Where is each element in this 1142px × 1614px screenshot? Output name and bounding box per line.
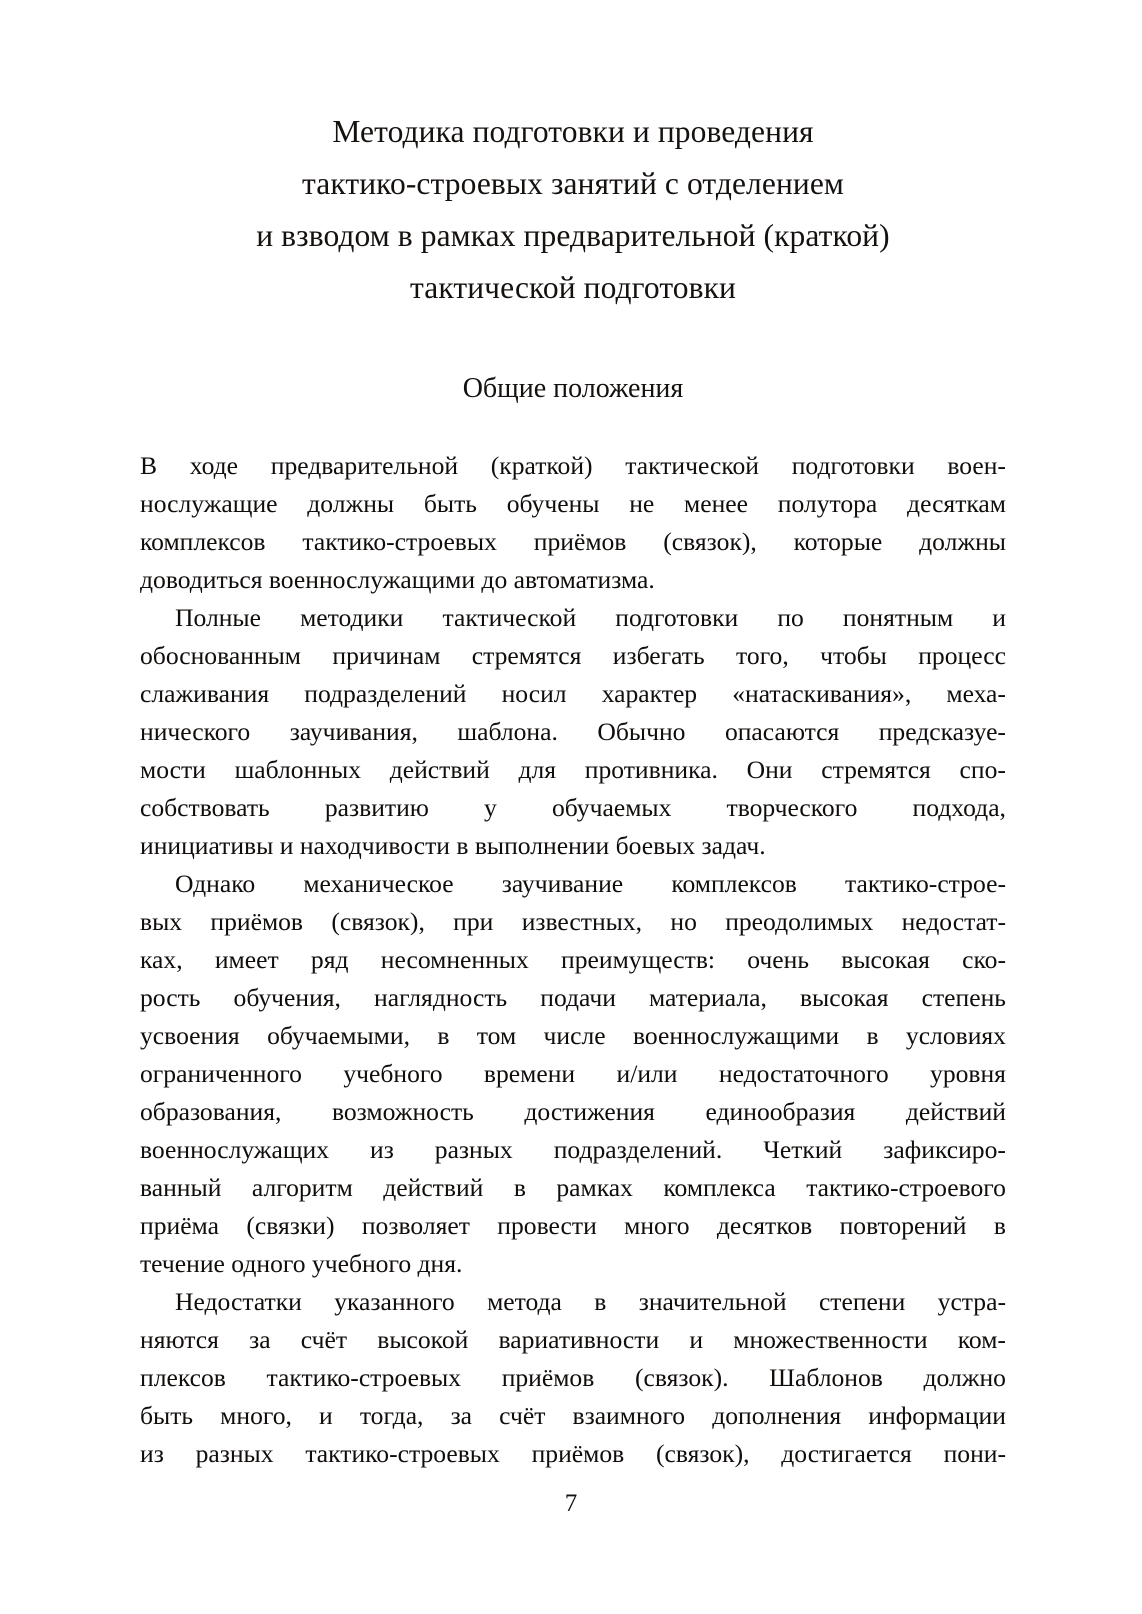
text-word: обучаемых: [551, 793, 672, 822]
paragraph-2: [140, 599, 1006, 865]
page-number: 7: [564, 1490, 578, 1517]
text-word: заучивания,: [289, 717, 418, 746]
text-word: должны: [919, 527, 1006, 556]
text-word: обучены: [506, 489, 600, 518]
text-word: разных: [195, 1439, 274, 1468]
text-word: Четкий: [763, 1135, 843, 1164]
text-word: повторений: [839, 1211, 967, 1240]
text-word: (связок),: [331, 907, 425, 936]
text-word: должны: [307, 489, 395, 518]
text-word: того,: [736, 641, 789, 670]
text-word: действий: [389, 755, 490, 784]
text-line: [140, 1055, 1006, 1093]
text-word: десятков: [716, 1211, 813, 1240]
text-word: Полные: [175, 603, 261, 632]
text-word: шаблона.: [457, 717, 558, 746]
text-word: и: [689, 1325, 704, 1354]
text-word: тактической: [625, 451, 759, 480]
text-line: доводиться военнослужащими до автоматизма.: [140, 565, 655, 594]
text-line: [140, 485, 1006, 523]
text-word: из: [370, 1135, 394, 1164]
text-word: позволяет: [361, 1211, 470, 1240]
text-word: в: [513, 1173, 526, 1202]
text-line: [140, 675, 1006, 713]
text-word: нического: [140, 717, 251, 746]
text-line: [140, 1397, 1006, 1435]
text-word: дополнения: [712, 1401, 842, 1430]
text-word: ско-: [962, 945, 1006, 974]
text-word: достижения: [524, 1097, 655, 1126]
text-word: чтобы: [820, 641, 887, 670]
paragraph-1: [140, 447, 1006, 599]
text-word: не: [629, 489, 655, 518]
text-word: ограниченного: [140, 1059, 302, 1088]
text-word: приёмов: [501, 1363, 595, 1392]
text-line: [140, 865, 1006, 903]
text-word: (краткой): [490, 451, 593, 480]
text-word: в: [993, 1211, 1006, 1240]
text-word: В: [140, 451, 158, 480]
text-word: которые: [793, 527, 883, 556]
text-word: у: [484, 793, 497, 822]
text-word: подхода,: [912, 793, 1006, 822]
text-word: комплекса: [663, 1173, 776, 1202]
text-line: течение одного учебного дня.: [140, 1249, 463, 1278]
text-line: [140, 1017, 1006, 1055]
text-word: предварительной: [270, 451, 459, 480]
text-word: устра-: [937, 1287, 1006, 1316]
title-line-2: тактико-строевых занятий с отделением: [302, 166, 844, 201]
text-word: опасаются: [724, 717, 840, 746]
text-word: степень: [921, 983, 1006, 1012]
text-word: числе: [543, 1021, 606, 1050]
text-line: [140, 599, 1006, 637]
text-line: [140, 713, 1006, 751]
text-word: развитию: [324, 793, 429, 822]
text-word: (связок),: [655, 1439, 750, 1468]
text-word: учебного: [343, 1059, 443, 1088]
text-word: полутора: [777, 489, 878, 518]
text-line: [140, 979, 1006, 1017]
text-word: приёмов: [531, 1439, 625, 1468]
text-word: и: [992, 603, 1006, 632]
text-word: счёт: [300, 1325, 348, 1354]
text-word: Они: [746, 755, 793, 784]
text-word: собствовать: [140, 793, 270, 822]
text-word: том: [476, 1021, 517, 1050]
text-word: няются: [140, 1325, 219, 1354]
text-word: известных,: [521, 907, 643, 936]
text-word: образования,: [140, 1097, 282, 1126]
text-word: противника.: [584, 755, 718, 784]
text-word: Шаблонов: [769, 1363, 883, 1392]
text-word: (связки): [246, 1211, 335, 1240]
text-word: «натаскивания»,: [732, 679, 912, 708]
text-word: обучаемыми,: [267, 1021, 410, 1050]
text-line: [140, 751, 1006, 789]
text-word: меха-: [946, 679, 1006, 708]
text-word: приёмов: [533, 527, 627, 556]
text-word: должно: [923, 1363, 1006, 1392]
text-word: указанного: [334, 1287, 455, 1316]
text-word: и/или: [616, 1059, 678, 1088]
text-word: в: [594, 1287, 607, 1316]
text-word: предсказуе-: [878, 717, 1006, 746]
text-word: подготовки: [791, 451, 915, 480]
text-word: в: [866, 1021, 879, 1050]
text-word: и: [319, 1401, 333, 1430]
text-word: провести: [497, 1211, 597, 1240]
text-word: преимуществ:: [561, 945, 716, 974]
paragraph-4: [140, 1283, 1006, 1473]
text-word: материала,: [649, 983, 767, 1012]
text-word: причинам: [332, 641, 441, 670]
text-word: мости: [140, 755, 206, 784]
text-word: уровня: [930, 1059, 1006, 1088]
text-word: информации: [868, 1401, 1006, 1430]
text-word: очень: [747, 945, 810, 974]
text-word: значительной: [638, 1287, 787, 1316]
text-word: усвоения: [140, 1021, 240, 1050]
text-line: [140, 447, 1006, 485]
text-word: наглядность: [374, 983, 508, 1012]
text-word: воен-: [947, 451, 1006, 480]
text-word: стремятся: [471, 641, 582, 670]
text-word: ходе: [189, 451, 239, 480]
text-word: вых: [140, 907, 183, 936]
text-word: за: [249, 1325, 271, 1354]
text-word: избегать: [612, 641, 705, 670]
text-word: счёт: [499, 1401, 546, 1430]
text-word: взаимного: [572, 1401, 686, 1430]
text-word: ванный: [140, 1173, 222, 1202]
text-line: [140, 941, 1006, 979]
text-word: условиях: [905, 1021, 1006, 1050]
text-line: [140, 1207, 1006, 1245]
text-word: по: [777, 603, 804, 632]
text-word: Недостатки: [175, 1287, 302, 1316]
text-word: подразделений: [304, 679, 467, 708]
text-word: тактической: [442, 603, 577, 632]
text-word: подразделений.: [553, 1135, 723, 1164]
text-word: тактико-строевых: [305, 1439, 500, 1468]
text-word: тактико-строевого: [806, 1173, 1006, 1202]
text-word: недостат-: [901, 907, 1006, 936]
section-heading: Общие положения: [462, 373, 684, 404]
text-word: метода: [487, 1287, 562, 1316]
text-word: высокая: [799, 983, 889, 1012]
text-word: разных: [434, 1135, 513, 1164]
text-word: нослужащие: [140, 489, 278, 518]
text-word: Обычно: [597, 717, 686, 746]
title-line-4: тактической подготовки: [410, 270, 736, 305]
text-word: несомненных: [380, 945, 529, 974]
text-word: комплексов: [671, 869, 797, 898]
text-word: за: [450, 1401, 473, 1430]
paragraph-3: [140, 865, 1006, 1283]
title-line-3: и взводом в рамках предварительной (краткой): [256, 218, 890, 253]
text-line: инициативы и находчивости в выполнении боевых задач.: [140, 831, 766, 860]
text-word: недостаточного: [718, 1059, 889, 1088]
text-word: из: [140, 1439, 164, 1468]
text-word: высокая: [841, 945, 930, 974]
text-word: подачи: [540, 983, 616, 1012]
text-word: рость: [140, 983, 201, 1012]
text-word: рамках: [556, 1173, 633, 1202]
text-word: плексов: [140, 1363, 226, 1392]
text-word: много,: [220, 1401, 292, 1430]
text-word: единообразия: [705, 1097, 856, 1126]
text-word: быть: [140, 1401, 194, 1430]
text-line: [140, 1131, 1006, 1169]
text-word: тактико-строевых: [266, 1363, 462, 1392]
page-title: [140, 106, 1006, 314]
text-word: возможность: [331, 1097, 474, 1126]
text-line: [140, 1359, 1006, 1397]
text-word: методики: [300, 603, 404, 632]
text-line: [140, 1169, 1006, 1207]
text-word: но: [670, 907, 697, 936]
text-word: для: [518, 755, 557, 784]
text-word: слаживания: [140, 679, 270, 708]
text-word: творческого: [726, 793, 858, 822]
text-word: менее: [684, 489, 749, 518]
text-word: заучивание: [501, 869, 624, 898]
text-word: времени: [483, 1059, 576, 1088]
text-line: [140, 1321, 1006, 1359]
text-word: преодолимых: [725, 907, 874, 936]
text-word: пони-: [943, 1439, 1006, 1468]
text-line: [140, 1093, 1006, 1131]
text-word: стремятся: [821, 755, 931, 784]
text-word: подготовки: [615, 603, 739, 632]
text-word: приёма: [140, 1211, 219, 1240]
text-word: имеет: [214, 945, 279, 974]
text-line: [140, 1435, 1006, 1473]
text-word: ряд: [310, 945, 349, 974]
text-word: шаблонных: [234, 755, 361, 784]
text-word: носил: [501, 679, 567, 708]
text-word: (связок),: [663, 527, 757, 556]
text-word: обоснованным: [140, 641, 301, 670]
text-word: военнослужащих: [140, 1135, 330, 1164]
text-word: процесс: [918, 641, 1006, 670]
text-word: приёмов: [210, 907, 304, 936]
text-word: зафиксиро-: [883, 1135, 1006, 1164]
text-word: в: [437, 1021, 450, 1050]
text-word: много: [624, 1211, 690, 1240]
text-word: механическое: [303, 869, 454, 898]
text-word: алгоритм: [251, 1173, 353, 1202]
text-word: быть: [423, 489, 477, 518]
text-word: спо-: [959, 755, 1006, 784]
text-word: обучения,: [233, 983, 341, 1012]
text-word: характер: [601, 679, 698, 708]
text-line: [140, 789, 1006, 827]
text-word: военнослужащими: [632, 1021, 840, 1050]
text-word: тогда,: [359, 1401, 424, 1430]
text-line: [140, 523, 1006, 561]
text-word: вариативности: [498, 1325, 660, 1354]
text-line: [140, 1283, 1006, 1321]
text-word: тактико-строевых: [302, 527, 497, 556]
text-line: [140, 637, 1006, 675]
text-word: Однако: [175, 869, 256, 898]
title-line-1: Методика подготовки и проведения: [332, 114, 814, 149]
body-text: [140, 447, 1006, 1473]
text-word: при: [453, 907, 494, 936]
text-word: множественности: [733, 1325, 928, 1354]
text-word: тактико-строе-: [845, 869, 1006, 898]
text-word: ках,: [140, 945, 183, 974]
text-word: степени: [818, 1287, 906, 1316]
text-word: достигается: [781, 1439, 912, 1468]
text-word: комплексов: [140, 527, 266, 556]
text-word: (связок).: [634, 1363, 729, 1392]
text-word: действий: [383, 1173, 484, 1202]
text-line: [140, 903, 1006, 941]
text-word: действий: [905, 1097, 1006, 1126]
text-word: ком-: [957, 1325, 1006, 1354]
text-word: понятным: [842, 603, 954, 632]
text-word: высокой: [377, 1325, 469, 1354]
text-word: десяткам: [907, 489, 1006, 518]
